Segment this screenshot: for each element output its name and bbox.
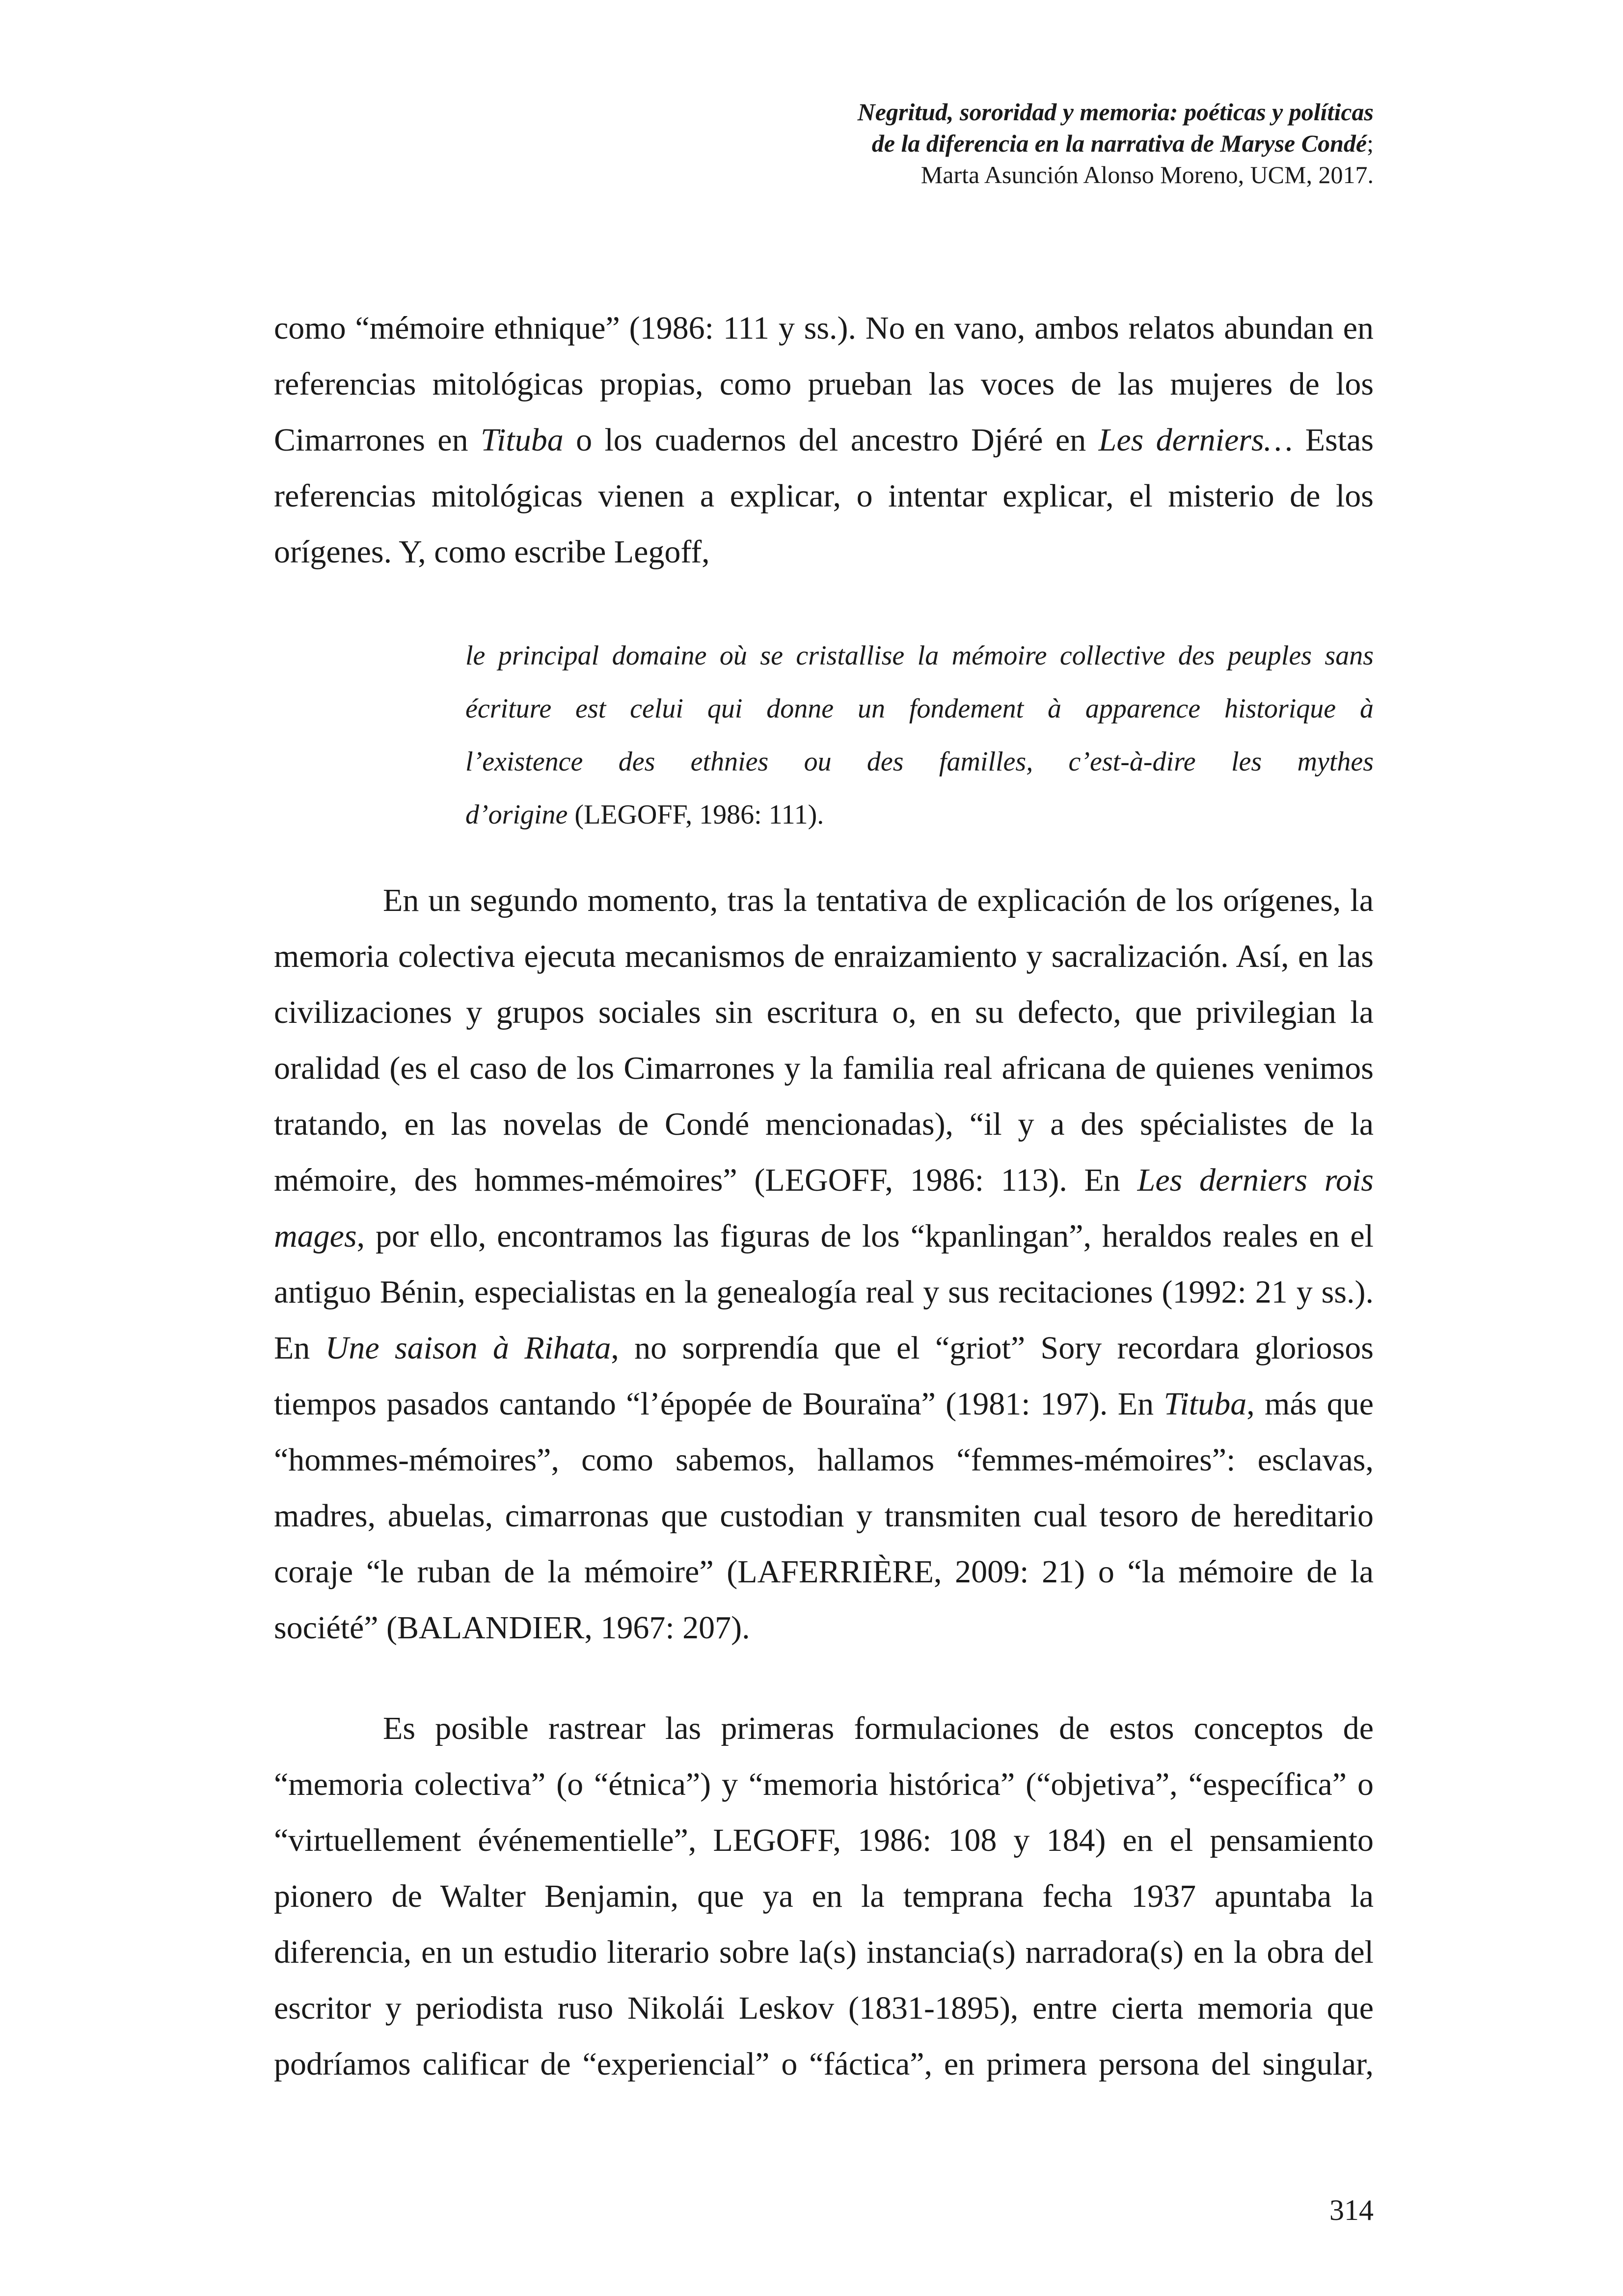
text-line: diferencia, en un estudio literario sobre la(s) instancia(s) narradora(s) en la obra del xyxy=(274,1934,1374,1970)
quote-line: l’existence des ethnies ou des familles, c’est-à-dire les mythes xyxy=(465,747,1374,777)
italic-title: mages xyxy=(274,1218,357,1254)
header-title-line-2-punct: ; xyxy=(1367,130,1374,157)
text-line: antiguo Bénin, especialistas en la genealogía real y sus recitaciones (1992: 21 y ss.). xyxy=(274,1274,1374,1310)
text-line: “virtuellement événementielle”, LEGOFF, 1986: 108 y 184) en el pensamiento xyxy=(274,1822,1374,1858)
text-line: coraje “le ruban de la mémoire” (LAFERRIÈRE, 2009: 21) o “la mémoire de la xyxy=(274,1554,1374,1590)
text-line: orígenes. Y, como escribe Legoff, xyxy=(274,534,710,570)
italic-title: Tituba xyxy=(480,422,564,458)
header-title-line-2-text: de la diferencia en la narrativa de Maryse Condé xyxy=(871,130,1367,157)
text-line: pionero de Walter Benjamin, que ya en la temprana fecha 1937 apuntaba la xyxy=(274,1878,1374,1914)
text-line xyxy=(274,1152,1374,1208)
text-line: escritor y periodista ruso Nikolái Leskov (1831-1895), entre cierta memoria que xyxy=(274,1990,1374,2026)
page-number: 314 xyxy=(1329,2194,1374,2226)
text-span: Estas xyxy=(1305,422,1374,458)
text-line: tratando, en las novelas de Condé mencionadas), “il y a des spécialistes de la xyxy=(274,1106,1374,1142)
quote-line: le principal domaine où se cristallise la mémoire collective des peuples sans xyxy=(465,641,1374,671)
text-line: madres, abuelas, cimarronas que custodian y transmiten cual tesoro de hereditario xyxy=(274,1498,1374,1534)
text-line xyxy=(274,1320,1374,1376)
text-span: Cimarrones en xyxy=(274,422,468,458)
text-line: memoria colectiva ejecuta mecanismos de enraizamiento y sacralización. Así, en las xyxy=(274,938,1374,974)
text-span: , por ello, encontramos las figuras de los “kpanlingan”, heraldos reales en el xyxy=(356,1218,1374,1254)
text-line xyxy=(274,412,1374,468)
header-author-line: Marta Asunción Alonso Moreno, UCM, 2017. xyxy=(920,161,1374,188)
text-span: o los cuadernos del ancestro Djéré en xyxy=(576,422,1086,458)
quote-citation: (LEGOFF, 1986: 111). xyxy=(574,800,824,830)
text-span: , no sorprendía que el “griot” Sory recordara gloriosos xyxy=(611,1330,1374,1366)
italic-title: Une saison à Rihata xyxy=(325,1330,611,1366)
text-line: civilizaciones y grupos sociales sin escritura o, en su defecto, que privilegian la xyxy=(274,994,1374,1030)
text-line: podríamos calificar de “experiencial” o “fáctica”, en primera persona del singular, xyxy=(274,2046,1374,2082)
text-line: como “mémoire ethnique” (1986: 111 y ss.). No en vano, ambos relatos abundan en xyxy=(274,310,1374,346)
text-span: En xyxy=(274,1330,310,1366)
paragraph-1 xyxy=(274,300,1374,580)
italic-title: Les derniers rois xyxy=(1137,1162,1374,1198)
text-line: Es posible rastrear las primeras formulaciones de estos conceptos de xyxy=(383,1710,1374,1746)
text-line: referencias mitológicas vienen a explicar, o intentar explicar, el misterio de los xyxy=(274,478,1374,514)
text-line: En un segundo momento, tras la tentativa de explicación de los orígenes, la xyxy=(383,882,1374,918)
quote-line: écriture est celui qui donne un fondement à apparence historique à xyxy=(465,694,1374,724)
paragraph-2 xyxy=(274,873,1374,1656)
text-line: “hommes-mémoires”, como sabemos, hallamos “femmes-mémoires”: esclavas, xyxy=(274,1442,1374,1478)
text-line: referencias mitológicas propias, como prueban las voces de las mujeres de los xyxy=(274,366,1374,402)
text-span: mémoire, des hommes-mémoires” (LEGOFF, 1986: 113). En xyxy=(274,1162,1120,1198)
text-line: oralidad (es el caso de los Cimarrones y la familia real africana de quienes venimos xyxy=(274,1050,1374,1086)
text-line: “memoria colectiva” (o “étnica”) y “memoria histórica” (“objetiva”, “específica” o xyxy=(274,1766,1374,1802)
text-line xyxy=(274,1376,1374,1432)
text-line: société” (BALANDIER, 1967: 207). xyxy=(274,1610,750,1646)
italic-title: Les derniers… xyxy=(1098,422,1293,458)
header-title-line-2 xyxy=(637,128,1374,159)
header-title-line-1: Negritud, sororidad y memoria: poéticas y políticas xyxy=(857,98,1374,126)
text-span: , más que xyxy=(1246,1386,1374,1422)
italic-title: Tituba xyxy=(1163,1386,1247,1422)
italic-text: d’origine xyxy=(465,800,568,830)
text-line xyxy=(274,1208,1374,1264)
block-quote xyxy=(465,629,1374,841)
paragraph-3 xyxy=(274,1701,1374,2092)
quote-line xyxy=(465,788,1374,841)
running-header xyxy=(637,96,1374,190)
text-span: tiempos pasados cantando “l’épopée de Bouraïna” (1981: 197). En xyxy=(274,1386,1154,1422)
